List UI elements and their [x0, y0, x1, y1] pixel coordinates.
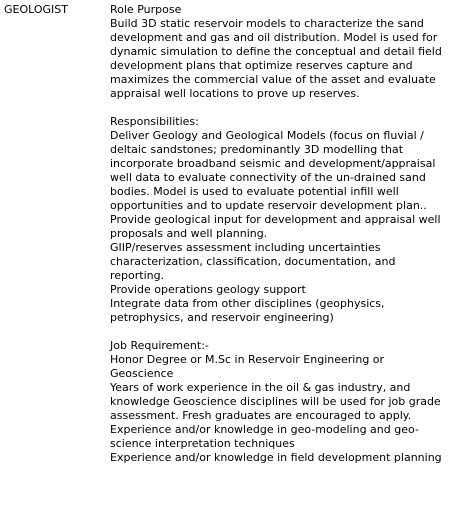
job-title: GEOLOGIST [4, 3, 68, 16]
role-purpose-line: Build 3D static reservoir models to characterize the sand [110, 17, 424, 30]
responsibilities-line: well data to evaluate connectivity of the un-drained sand [110, 171, 426, 184]
job-requirement-heading: Job Requirement:- [110, 339, 209, 352]
job-requirement-line: knowledge Geoscience disciplines will be used for job grade [110, 395, 441, 408]
responsibilities-line: reporting. [110, 269, 165, 282]
role-purpose-line: maximizes the commercial value of the asset and evaluate [110, 73, 436, 86]
section-spacer [110, 325, 456, 339]
responsibilities-line: characterization, classification, documentation, and [110, 255, 396, 268]
responsibilities-line: Provide operations geology support [110, 283, 306, 296]
responsibilities-line: Integrate data from other disciplines (geophysics, [110, 297, 385, 310]
job-requirement-section [110, 339, 456, 465]
job-description-body [110, 3, 456, 465]
role-purpose-line: development and gas and oil distribution. Model is used for [110, 31, 438, 44]
job-requirement-line: Experience and/or knowledge in geo-modeling and geo- [110, 423, 419, 436]
job-requirement-line: Honor Degree or M.Sc in Reservoir Engineering or [110, 353, 385, 366]
role-purpose-section [110, 3, 456, 101]
responsibilities-line: Provide geological input for development and appraisal well [110, 213, 441, 226]
responsibilities-line: incorporate broadband seismic and development/appraisal [110, 157, 436, 170]
responsibilities-section [110, 115, 456, 325]
responsibilities-line: Deliver Geology and Geological Models (focus on fluvial / [110, 129, 424, 142]
responsibilities-line: opportunities and to update reservoir development plan.. [110, 199, 427, 212]
responsibilities-line: proposals and well planning. [110, 227, 268, 240]
responsibilities-heading: Responsibilities: [110, 115, 199, 128]
role-purpose-heading: Role Purpose [110, 3, 182, 16]
job-requirement-line: Experience and/or knowledge in field development planning [110, 451, 442, 464]
responsibilities-line: bodies. Model is used to evaluate potential infill well [110, 185, 399, 198]
job-requirement-line: Years of work experience in the oil & gas industry, and [110, 381, 411, 394]
section-spacer [110, 101, 456, 115]
role-purpose-line: development plans that optimize reserves capture and [110, 59, 413, 72]
responsibilities-line: GIIP/reserves assessment including uncertainties [110, 241, 381, 254]
job-requirement-line: science interpretation techniques [110, 437, 295, 450]
role-purpose-line: dynamic simulation to define the conceptual and detail field [110, 45, 442, 58]
role-purpose-line: appraisal well locations to prove up reserves. [110, 87, 360, 100]
responsibilities-line: deltaic sandstones; predominantly 3D modelling that [110, 143, 404, 156]
job-requirement-line: assessment. Fresh graduates are encouraged to apply. [110, 409, 412, 422]
responsibilities-line: petrophysics, and reservoir engineering) [110, 311, 334, 324]
job-requirement-line: Geoscience [110, 367, 174, 380]
